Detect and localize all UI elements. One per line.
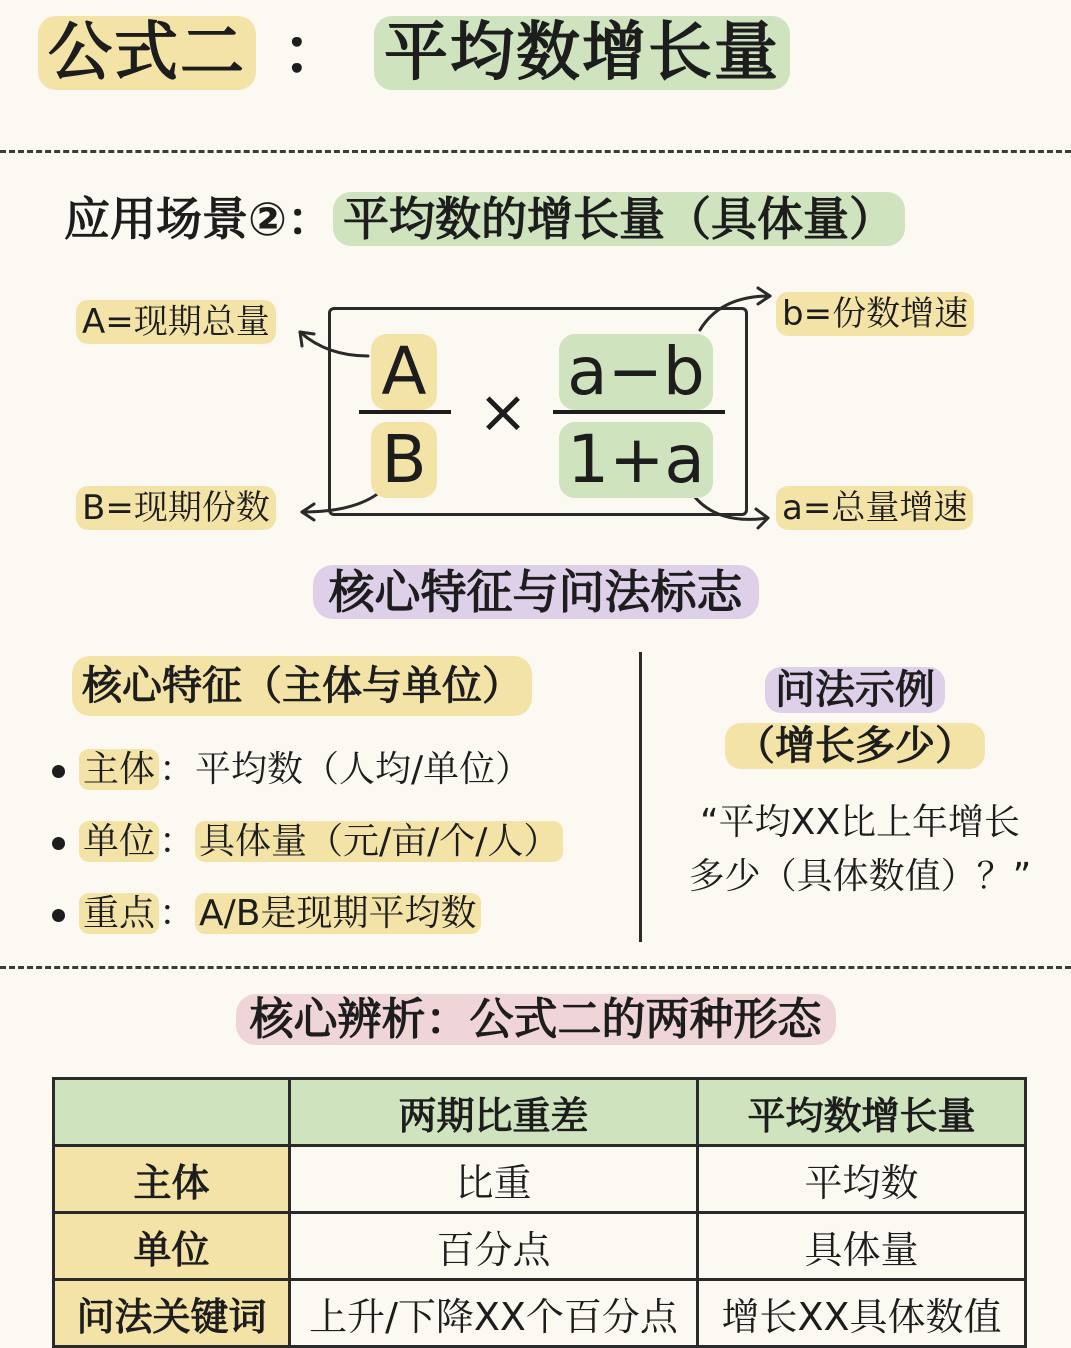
table-header-row bbox=[54, 1079, 1026, 1146]
table-row bbox=[54, 1146, 1026, 1213]
scene-topic: 平均数的增长量（具体量） bbox=[333, 192, 905, 246]
note-a: a=总量增速 bbox=[776, 486, 973, 530]
fraction-line-left bbox=[359, 410, 451, 414]
ask-title-line2: （增长多少） bbox=[725, 723, 985, 769]
bullet-focus bbox=[52, 886, 481, 942]
comparison-table bbox=[52, 1077, 1027, 1348]
formula-box bbox=[328, 307, 748, 516]
ask-example-text bbox=[660, 796, 1060, 904]
bullet-key: 主体 bbox=[79, 749, 159, 790]
ask-example-title bbox=[660, 662, 1050, 774]
ask-line1: “平均XX比上年增长 bbox=[700, 802, 1020, 843]
table-cell: 百分点 bbox=[290, 1213, 698, 1280]
title-formula-label: 公式二 bbox=[38, 16, 256, 90]
table-header-cell: 平均数增长量 bbox=[698, 1079, 1026, 1146]
divider-bottom bbox=[0, 966, 1071, 969]
vertical-divider bbox=[639, 652, 642, 942]
denominator-B: B bbox=[371, 422, 437, 498]
table-row bbox=[54, 1213, 1026, 1280]
core-features-title: 核心特征（主体与单位） bbox=[72, 656, 532, 716]
numerator-a-minus-b: a−b bbox=[559, 334, 713, 410]
numerator-A: A bbox=[371, 334, 437, 410]
analysis-heading bbox=[0, 988, 1071, 1052]
times-sign: × bbox=[477, 377, 529, 447]
bullet-sep: ： bbox=[159, 821, 196, 862]
title-topic: 平均数增长量 bbox=[374, 16, 790, 90]
title-colon: ： bbox=[282, 16, 348, 90]
analysis-heading-text: 核心辨析：公式二的两种形态 bbox=[236, 994, 836, 1045]
table-row-header: 单位 bbox=[54, 1213, 290, 1280]
note-b: b=份数增速 bbox=[776, 292, 974, 336]
ask-line2: 多少（具体数值）？” bbox=[688, 856, 1032, 897]
bullet-sep: ： bbox=[159, 893, 196, 934]
note-B: B=现期份数 bbox=[76, 486, 276, 530]
scene-label: 应用场景②： bbox=[64, 192, 333, 246]
bullet-value: 具体量（元/亩/个/人） bbox=[195, 821, 563, 862]
denominator-1-plus-a: 1+a bbox=[559, 422, 713, 498]
bullet-value: A/B是现期平均数 bbox=[195, 893, 480, 934]
table-cell: 上升/下降XX个百分点 bbox=[290, 1280, 698, 1347]
table-row bbox=[54, 1280, 1026, 1347]
table-cell: 增长XX具体数值 bbox=[698, 1280, 1026, 1347]
bullet-value: 平均数（人均/单位） bbox=[195, 749, 532, 790]
features-heading bbox=[0, 560, 1071, 624]
table-cell: 比重 bbox=[290, 1146, 698, 1213]
table-cell: 平均数 bbox=[698, 1146, 1026, 1213]
table-row-header: 主体 bbox=[54, 1146, 290, 1213]
bullet-unit bbox=[52, 814, 563, 870]
bullet-dot-icon bbox=[52, 837, 65, 850]
fraction-line-right bbox=[553, 410, 725, 414]
table-cell: 具体量 bbox=[698, 1213, 1026, 1280]
features-heading-text: 核心特征与问法标志 bbox=[313, 565, 759, 619]
bullet-dot-icon bbox=[52, 765, 65, 778]
ask-title-line1: 问法示例 bbox=[765, 667, 945, 713]
bullet-subject bbox=[52, 742, 531, 798]
bullet-dot-icon bbox=[52, 909, 65, 922]
note-A: A=现期总量 bbox=[76, 300, 276, 344]
bullet-key: 重点 bbox=[79, 893, 159, 934]
table-header-cell: 两期比重差 bbox=[290, 1079, 698, 1146]
bullet-key: 单位 bbox=[79, 821, 159, 862]
table-header-cell bbox=[54, 1079, 290, 1146]
table-row-header: 问法关键词 bbox=[54, 1280, 290, 1347]
bullet-sep: ： bbox=[159, 749, 196, 790]
